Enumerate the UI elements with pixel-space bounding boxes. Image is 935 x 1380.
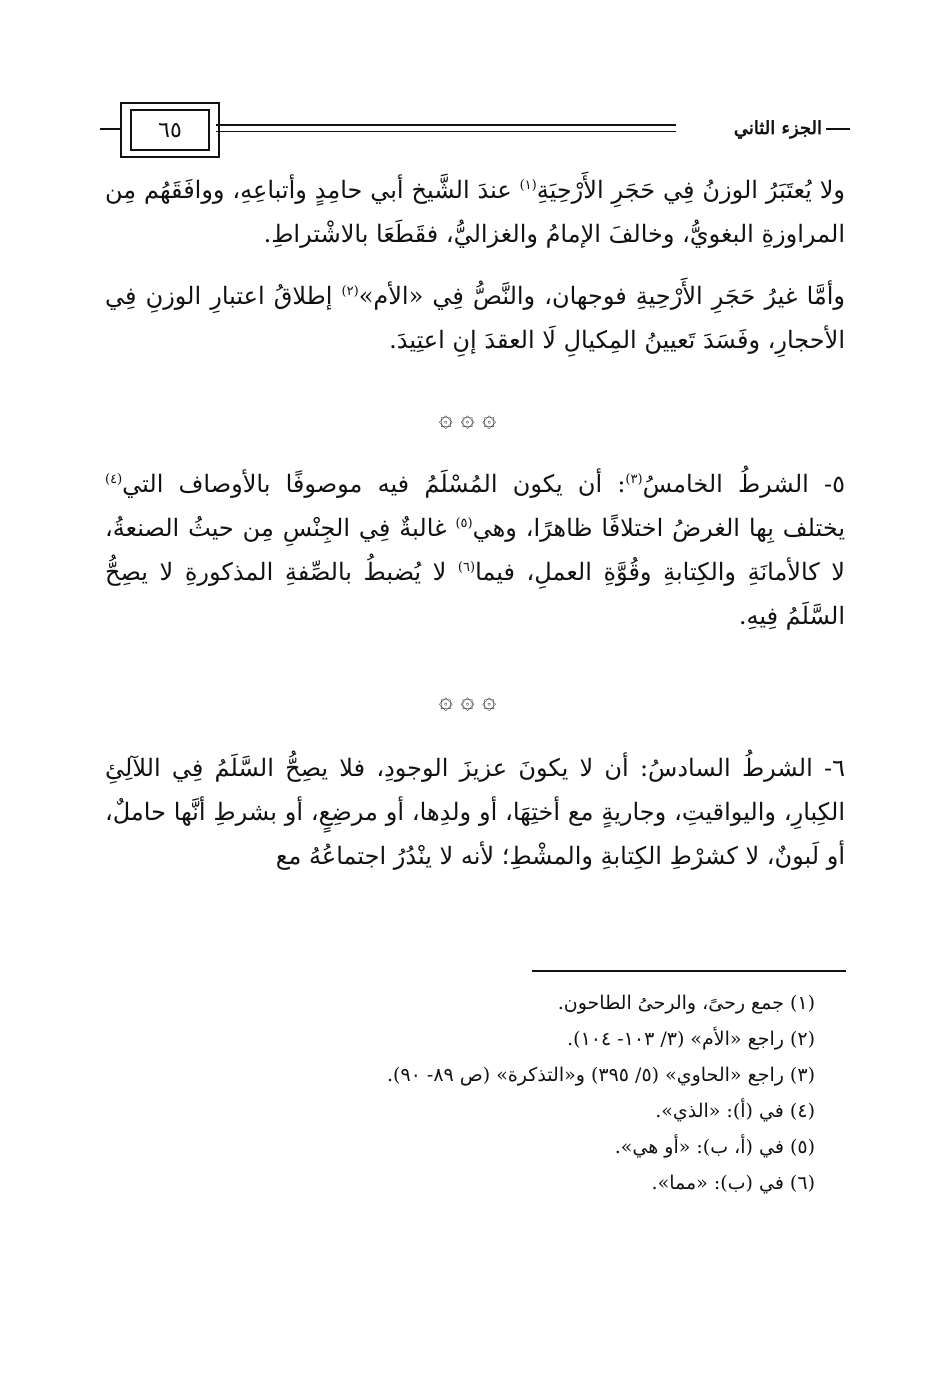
footnote-6: (٦) في (ب): «مما». xyxy=(651,1172,815,1194)
running-title: الجزء الثاني xyxy=(733,118,822,139)
paragraph-3 xyxy=(105,462,845,638)
page-number: ٦٥ xyxy=(158,117,182,143)
header-rule-main-thin xyxy=(216,131,676,132)
footnote-separator xyxy=(532,970,846,972)
footnote-ref: (٥) xyxy=(455,516,473,531)
footnote-2: (٢) راجع «الأم» (٣/ ١٠٣- ١٠٤). xyxy=(567,1028,815,1050)
paragraph-text: يختلف بِها الغرضُ اختلافًا ظاهرًا، وهي xyxy=(472,514,846,542)
footnote-ref: (٢) xyxy=(341,284,359,299)
footnote-4: (٤) في (أ): «الذي». xyxy=(655,1100,815,1122)
section-1 xyxy=(105,168,845,362)
footnote-ref: (١) xyxy=(519,178,537,193)
footnotes xyxy=(115,985,815,1201)
footnote-ref: (٤) xyxy=(105,472,123,487)
footnote-3: (٣) راجع «الحاوي» (٥/ ٣٩٥) و«التذكرة» (ص ٨٩- ٩٠). xyxy=(387,1064,815,1086)
footnote-ref: (٦) xyxy=(457,560,476,575)
paragraph-2 xyxy=(105,274,845,362)
paragraph-text: لا يُضبطُ بالصِّفةِ المذكورةِ لا يصِحُّ السَّلَمُ فِيهِ. xyxy=(105,558,845,630)
footnote-ref: (٣) xyxy=(625,472,643,487)
header-rule-left xyxy=(100,128,120,130)
page-header xyxy=(100,98,850,160)
paragraph-text: عندَ الشَّيخ أبي حامِدٍ وأتباعِهِ، ووافَقَهُم مِن المراوزةِ البغويُّ، وخالفَ الإمامُ والغزاليُّ، فقَطَعَا بالاشْتراطِ. xyxy=(105,176,845,248)
paragraph-text: : أن يكون المُسْلَمُ فيه موصوفًا بالأوصاف التي xyxy=(122,470,626,498)
ornament-divider: ۞ ۞ ۞ xyxy=(438,404,497,432)
header-rule-right xyxy=(826,128,850,130)
footnote-5: (٥) في (أ، ب): «أو هي». xyxy=(614,1136,815,1158)
paragraph-text: وأمَّا غيرُ حَجَرِ الأَرْحِيةِ فوجهان، والنَّصُّ فِي «الأم» xyxy=(358,282,845,310)
header-rule-main xyxy=(216,124,676,126)
footnote-1: (١) جمع رحىً، والرحىُ الطاحون. xyxy=(557,992,815,1014)
paragraph-4: ٦- الشرطُ السادسُ: أن لا يكونَ عزيزَ الوجودِ، فلا يصِحُّ السَّلَمُ فِي اللآلِئِ الكِبارِ، واليواقيتِ، وجاريةٍ مع أختِهَا، أو ولدِها، أو مرضِعٍ، أو بشرطِ أنَّها حاملٌ، أو لَبونٌ، لا كشرْطِ الكِتابةِ والمشْطِ؛ لأنه لا ينْدُرُ اجتماعُهُ مع xyxy=(105,754,845,870)
paragraph-1 xyxy=(105,168,845,256)
condition-heading: ٥- الشرطُ الخامسُ xyxy=(642,470,845,498)
paragraph-text: إطلاقُ اعتبارِ الوزنِ فِي الأحجارِ، وفَسَدَ تَعيينُ المِكيالِ لَا العقدَ إنِ اعتِيدَ. xyxy=(105,282,845,354)
paragraph-text: غالبةٌ فِي الجِنْسِ مِن حيثُ الصنعةُ، لا كالأمانَةِ والكِتابةِ وقُوَّةِ العملِ، فيما xyxy=(105,514,845,586)
ornament-divider: ۞ ۞ ۞ xyxy=(438,686,497,714)
section-3 xyxy=(105,746,845,878)
section-2 xyxy=(105,462,845,638)
paragraph-text: ولا يُعتَبَرُ الوزنُ فِي حَجَرِ الأَرْحِيَةِ xyxy=(536,176,846,204)
page-number-box xyxy=(120,102,220,158)
